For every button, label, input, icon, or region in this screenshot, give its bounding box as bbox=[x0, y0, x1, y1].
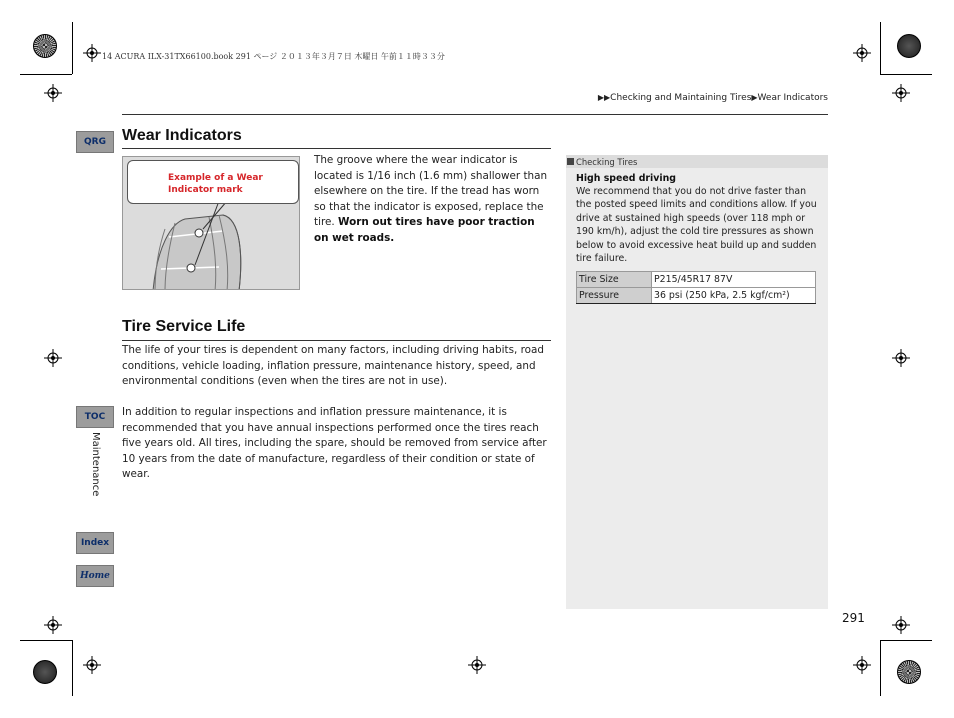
registration-mark-icon bbox=[44, 616, 62, 634]
registration-mark-icon bbox=[468, 656, 486, 674]
tire-life-paragraph-2: In addition to regular inspections and inflation pressure maintenance, it is recommended that you have annual inspections performed once the tires reach five years old. All tires, including the spare, should be removed from service after 10 years from the date of manufacture, regardless of their condition or state of wear. bbox=[122, 406, 547, 481]
breadcrumb-link-checking-tires[interactable]: Checking and Maintaining Tires bbox=[610, 93, 752, 103]
color-wheel-icon bbox=[897, 660, 921, 684]
registration-mark-icon bbox=[83, 656, 101, 674]
wear-indicator-body: The groove where the wear indicator is located is 1/16 inch (1.6 mm) shallower than elsewhere on the tire. If the tread has worn so that the indicator is exposed, replace the tire. bbox=[314, 154, 548, 229]
registration-mark-icon bbox=[83, 44, 101, 62]
header-rule bbox=[122, 114, 828, 115]
crop-mark bbox=[72, 640, 73, 696]
breadcrumb-arrow-icon: ▶ bbox=[751, 93, 758, 102]
home-button[interactable]: Home bbox=[76, 565, 114, 587]
table-cell-label: Tire Size bbox=[577, 272, 652, 288]
tire-spec-table bbox=[576, 271, 816, 304]
page-number: 291 bbox=[842, 611, 865, 625]
registration-mark-icon bbox=[853, 44, 871, 62]
sidebar-heading: High speed driving bbox=[576, 173, 676, 184]
tire-service-life-heading: Tire Service Life bbox=[122, 318, 246, 335]
crop-mark bbox=[880, 74, 932, 75]
registration-mark-icon bbox=[853, 656, 871, 674]
crop-mark bbox=[880, 640, 881, 696]
sidebar-title bbox=[566, 155, 828, 168]
table-row bbox=[577, 272, 816, 288]
tire-life-paragraph-1: The life of your tires is dependent on many factors, including driving habits, road conditions, vehicle loading, inflation pressure, maintenance history, speed, and environmental conditions (even when the tires are not in use). bbox=[122, 344, 544, 388]
sidebar-title-text: Checking Tires bbox=[576, 156, 638, 167]
table-cell-value: 36 psi (250 kPa, 2.5 kgf/cm²) bbox=[652, 288, 816, 304]
wear-indicator-warning: Worn out tires have poor traction on wet roads. bbox=[314, 216, 535, 244]
wear-indicator-text bbox=[314, 153, 552, 247]
crop-mark bbox=[880, 22, 881, 74]
registration-mark-icon bbox=[892, 84, 910, 102]
qrg-button[interactable]: QRG bbox=[76, 131, 114, 153]
reference-icon bbox=[567, 158, 574, 165]
registration-mark-icon bbox=[44, 349, 62, 367]
registration-mark-icon bbox=[44, 84, 62, 102]
index-button[interactable]: Index bbox=[76, 532, 114, 554]
color-wheel-icon bbox=[33, 660, 57, 684]
color-wheel-icon bbox=[897, 34, 921, 58]
section-label: Maintenance bbox=[90, 432, 101, 497]
figure-caption: Example of a Wear Indicator mark bbox=[168, 173, 263, 195]
wear-indicator-figure bbox=[122, 156, 300, 290]
registration-mark-icon bbox=[892, 616, 910, 634]
section-rule bbox=[122, 340, 551, 341]
crop-mark bbox=[20, 74, 72, 75]
table-cell-value: P215/45R17 87V bbox=[652, 272, 816, 288]
registration-mark-icon bbox=[892, 349, 910, 367]
breadcrumb-arrow-icon: ▶▶ bbox=[597, 93, 611, 102]
table-row bbox=[577, 288, 816, 304]
section-rule bbox=[122, 148, 551, 149]
sidebar-body: We recommend that you do not drive faster than the posted speed limits and conditions allow. If you drive at sustained high speeds (over 118 mph or 190 km/h), adjust the cold tire pressures as shown below to avoid excessive heat build up and sudden tire failure. bbox=[576, 186, 817, 265]
crop-mark bbox=[880, 640, 932, 641]
wear-indicators-heading: Wear Indicators bbox=[122, 127, 242, 144]
file-header: 14 ACURA ILX-31TX66100.book 291 ページ ２０１３年３月７日 木曜日 午前１１時３３分 bbox=[102, 52, 445, 61]
breadcrumb-link-wear-indicators[interactable]: Wear Indicators bbox=[757, 93, 828, 103]
color-wheel-icon bbox=[33, 34, 57, 58]
crop-mark bbox=[20, 640, 72, 641]
breadcrumb bbox=[598, 93, 828, 103]
table-cell-label: Pressure bbox=[577, 288, 652, 304]
figure-callout bbox=[127, 160, 299, 204]
crop-mark bbox=[72, 22, 73, 74]
toc-button[interactable]: TOC bbox=[76, 406, 114, 428]
